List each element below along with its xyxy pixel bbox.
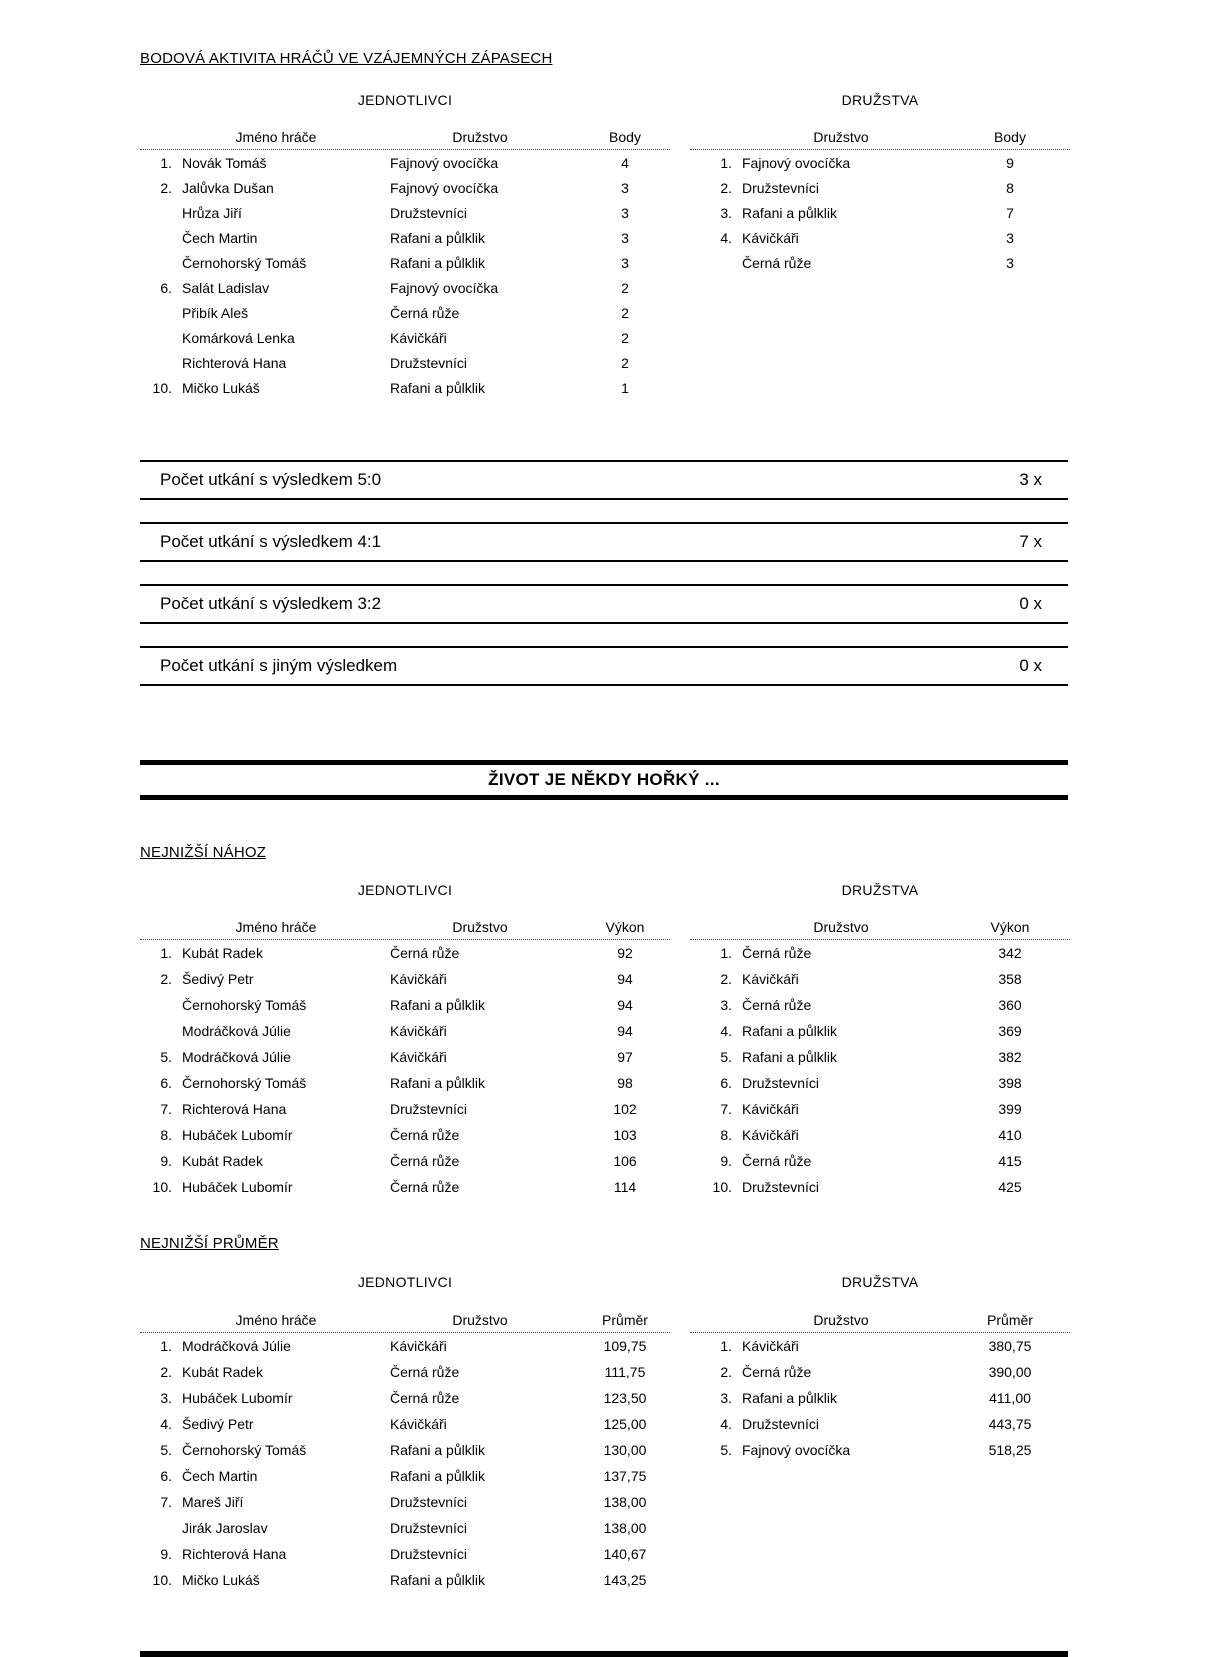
team-cell: Kávičkáři xyxy=(390,329,447,346)
team-cell: Fajnový ovocíčka xyxy=(390,279,499,296)
column-header-player: Jméno hráče xyxy=(235,919,317,935)
match-count-label: Počet utkání s jiným výsledkem xyxy=(160,656,398,675)
value-cell: 125,00 xyxy=(603,1416,647,1432)
value-cell: 2 xyxy=(621,354,629,371)
bottom-divider xyxy=(140,1651,1068,1657)
table-row xyxy=(140,1359,670,1385)
table-row xyxy=(140,200,670,225)
rank-cell: 6. xyxy=(160,1075,172,1091)
match-count-value: 3 x xyxy=(1019,470,1042,489)
table-header xyxy=(140,1308,670,1333)
table-body xyxy=(690,940,1070,1200)
player-cell: Čech Martin xyxy=(182,1468,258,1484)
table-body xyxy=(140,1333,670,1593)
column-header-team: Družstvo xyxy=(452,129,508,145)
banner-text: ŽIVOT JE NĚKDY HOŘKÝ ... xyxy=(488,770,720,789)
team-cell: Kávičkáři xyxy=(390,1338,447,1354)
table-row xyxy=(690,1411,1070,1437)
table-row xyxy=(140,940,670,966)
team-cell: Černá růže xyxy=(390,1153,460,1169)
average-teams-table xyxy=(690,1308,1070,1463)
rank-cell: 3. xyxy=(720,997,732,1013)
team-cell: Černá růže xyxy=(390,945,460,961)
column-header-value: Body xyxy=(609,129,641,145)
table-body xyxy=(140,150,670,400)
rank-cell: 4. xyxy=(720,1023,732,1039)
player-cell: Hubáček Lubomír xyxy=(182,1127,293,1143)
player-cell: Hrůza Jiří xyxy=(182,204,242,221)
rank-cell: 7. xyxy=(160,1494,172,1510)
rank-cell: 3. xyxy=(720,204,732,221)
team-cell: Černá růže xyxy=(390,1390,460,1406)
rank-cell: 5. xyxy=(160,1049,172,1065)
player-cell: Salát Ladislav xyxy=(182,279,270,296)
table-header xyxy=(140,915,670,940)
table-row xyxy=(140,350,670,375)
value-cell: 415 xyxy=(998,1153,1022,1169)
value-cell: 109,75 xyxy=(603,1338,647,1354)
table-row xyxy=(690,1174,1070,1200)
table-body xyxy=(690,150,1070,275)
team-cell: Rafani a půlklik xyxy=(390,1075,485,1091)
player-cell: Modráčková Júlie xyxy=(182,1338,291,1354)
value-cell: 9 xyxy=(1006,154,1014,171)
match-count-label: Počet utkání s výsledkem 3:2 xyxy=(160,594,382,613)
value-cell: 3 xyxy=(621,179,629,196)
match-count-value: 0 x xyxy=(1019,594,1042,613)
player-cell: Mičko Lukáš xyxy=(182,379,260,396)
value-cell: 3 xyxy=(621,254,629,271)
teams-label-throw: DRUŽSTVA xyxy=(841,882,919,898)
team-cell: Družstevníci xyxy=(742,1179,820,1195)
table-row xyxy=(690,1359,1070,1385)
player-cell: Kubát Radek xyxy=(182,945,263,961)
value-cell: 2 xyxy=(621,304,629,321)
player-cell: Černohorský Tomáš xyxy=(182,1442,307,1458)
value-cell: 369 xyxy=(998,1023,1022,1039)
match-count-row xyxy=(140,522,1068,562)
table-row xyxy=(140,1018,670,1044)
rank-cell: 5. xyxy=(720,1049,732,1065)
rank-cell: 10. xyxy=(152,1572,172,1588)
team-cell: Kávičkáři xyxy=(742,1127,799,1143)
player-cell: Modráčková Júlie xyxy=(182,1023,291,1039)
column-header-value: Body xyxy=(994,129,1026,145)
table-row xyxy=(140,1148,670,1174)
value-cell: 360 xyxy=(998,997,1022,1013)
value-cell: 2 xyxy=(621,329,629,346)
section-heading-lowest-throw: NEJNIŽŠÍ NÁHOZ xyxy=(140,844,267,861)
team-cell: Černá růže xyxy=(742,945,812,961)
team-cell: Kávičkáři xyxy=(390,971,447,987)
table-row xyxy=(140,1044,670,1070)
table-header xyxy=(140,125,670,150)
player-cell: Kubát Radek xyxy=(182,1364,263,1380)
column-header-team: Družstvo xyxy=(813,129,869,145)
player-cell: Kubát Radek xyxy=(182,1153,263,1169)
value-cell: 94 xyxy=(617,997,633,1013)
table-row xyxy=(690,1044,1070,1070)
table-row xyxy=(140,1437,670,1463)
table-row xyxy=(140,1567,670,1593)
rank-cell: 10. xyxy=(152,379,172,396)
team-cell: Rafani a půlklik xyxy=(742,1390,837,1406)
player-cell: Richterová Hana xyxy=(182,1101,287,1117)
value-cell: 2 xyxy=(621,279,629,296)
rank-cell: 1. xyxy=(160,945,172,961)
rank-cell: 4. xyxy=(720,229,732,246)
value-cell: 103 xyxy=(613,1127,637,1143)
column-header-value: Průměr xyxy=(987,1312,1033,1328)
table-row xyxy=(140,325,670,350)
value-cell: 390,00 xyxy=(988,1364,1032,1380)
value-cell: 123,50 xyxy=(603,1390,647,1406)
team-cell: Fajnový ovocíčka xyxy=(742,1442,851,1458)
team-cell: Rafani a půlklik xyxy=(390,997,485,1013)
team-cell: Kávičkáři xyxy=(390,1049,447,1065)
value-cell: 7 xyxy=(1006,204,1014,221)
table-row xyxy=(690,1096,1070,1122)
team-cell: Družstevníci xyxy=(742,179,820,196)
value-cell: 130,00 xyxy=(603,1442,647,1458)
match-count-list xyxy=(140,460,1068,708)
table-row xyxy=(690,1385,1070,1411)
player-cell: Šedivý Petr xyxy=(182,1416,254,1432)
points-teams-table xyxy=(690,125,1070,275)
team-cell: Fajnový ovocíčka xyxy=(742,154,851,171)
value-cell: 98 xyxy=(617,1075,633,1091)
value-cell: 97 xyxy=(617,1049,633,1065)
team-cell: Družstevníci xyxy=(390,1520,468,1536)
table-header xyxy=(690,1308,1070,1333)
team-cell: Družstevníci xyxy=(390,204,468,221)
player-cell: Komárková Lenka xyxy=(182,329,295,346)
value-cell: 140,67 xyxy=(603,1546,647,1562)
table-row xyxy=(140,275,670,300)
value-cell: 94 xyxy=(617,971,633,987)
value-cell: 398 xyxy=(998,1075,1022,1091)
table-row xyxy=(690,150,1070,175)
value-cell: 114 xyxy=(613,1179,637,1195)
value-cell: 4 xyxy=(621,154,629,171)
match-count-label: Počet utkání s výsledkem 5:0 xyxy=(160,470,382,489)
player-cell: Novák Tomáš xyxy=(182,154,267,171)
match-count-row xyxy=(140,584,1068,624)
team-cell: Černá růže xyxy=(390,1364,460,1380)
value-cell: 411,00 xyxy=(989,1390,1031,1406)
player-cell: Hubáček Lubomír xyxy=(182,1179,293,1195)
value-cell: 111,75 xyxy=(604,1364,646,1380)
team-cell: Rafani a půlklik xyxy=(742,204,837,221)
rank-cell: 9. xyxy=(720,1153,732,1169)
table-row xyxy=(140,992,670,1018)
value-cell: 8 xyxy=(1006,179,1014,196)
value-cell: 443,75 xyxy=(988,1416,1032,1432)
team-cell: Černá růže xyxy=(742,997,812,1013)
team-cell: Družstevníci xyxy=(390,1101,468,1117)
player-cell: Hubáček Lubomír xyxy=(182,1390,293,1406)
throw-individuals-table xyxy=(140,915,670,1200)
player-cell: Přibík Aleš xyxy=(182,304,249,321)
table-row xyxy=(140,1515,670,1541)
table-row xyxy=(140,1174,670,1200)
table-header xyxy=(690,915,1070,940)
team-cell: Rafani a půlklik xyxy=(742,1049,837,1065)
rank-cell: 3. xyxy=(720,1390,732,1406)
table-row xyxy=(140,250,670,275)
team-cell: Kávičkáři xyxy=(390,1023,447,1039)
player-cell: Modráčková Júlie xyxy=(182,1049,291,1065)
value-cell: 138,00 xyxy=(603,1520,647,1536)
value-cell: 3 xyxy=(621,229,629,246)
rank-cell: 6. xyxy=(160,279,172,296)
column-header-team: Družstvo xyxy=(813,919,869,935)
value-cell: 425 xyxy=(998,1179,1022,1195)
table-row xyxy=(140,225,670,250)
table-row xyxy=(690,1333,1070,1359)
table-row xyxy=(690,940,1070,966)
table-row xyxy=(140,1122,670,1148)
player-cell: Richterová Hana xyxy=(182,354,287,371)
player-cell: Čech Martin xyxy=(182,229,258,246)
value-cell: 138,00 xyxy=(603,1494,647,1510)
table-row xyxy=(140,300,670,325)
column-header-value: Průměr xyxy=(602,1312,648,1328)
column-header-team: Družstvo xyxy=(452,919,508,935)
column-header-player: Jméno hráče xyxy=(235,129,317,145)
rank-cell: 2. xyxy=(160,179,172,196)
team-cell: Kávičkáři xyxy=(742,1338,799,1354)
rank-cell: 2. xyxy=(720,1364,732,1380)
rank-cell: 7. xyxy=(720,1101,732,1117)
points-individuals-table xyxy=(140,125,670,400)
team-cell: Družstevníci xyxy=(390,354,468,371)
rank-cell: 1. xyxy=(160,1338,172,1354)
team-cell: Rafani a půlklik xyxy=(390,379,485,396)
team-cell: Kávičkáři xyxy=(742,229,799,246)
column-header-value: Výkon xyxy=(605,919,645,935)
teams-label-points: DRUŽSTVA xyxy=(841,92,919,108)
match-count-value: 0 x xyxy=(1019,656,1042,675)
table-row xyxy=(690,1122,1070,1148)
player-cell: Jalůvka Dušan xyxy=(182,179,274,196)
player-cell: Mareš Jiří xyxy=(182,1494,244,1510)
rank-cell: 5. xyxy=(720,1442,732,1458)
table-row xyxy=(690,225,1070,250)
table-row xyxy=(690,966,1070,992)
rank-cell: 3. xyxy=(160,1390,172,1406)
value-cell: 3 xyxy=(1006,229,1014,246)
player-cell: Richterová Hana xyxy=(182,1546,287,1562)
team-cell: Černá růže xyxy=(742,1153,812,1169)
team-cell: Kávičkáři xyxy=(390,1416,447,1432)
team-cell: Černá růže xyxy=(390,1127,460,1143)
value-cell: 137,75 xyxy=(603,1468,647,1484)
table-row xyxy=(690,1018,1070,1044)
rank-cell: 9. xyxy=(160,1546,172,1562)
table-row xyxy=(690,1148,1070,1174)
team-cell: Kávičkáři xyxy=(742,971,799,987)
value-cell: 342 xyxy=(998,945,1022,961)
banner xyxy=(140,760,1068,800)
value-cell: 3 xyxy=(621,204,629,221)
team-cell: Rafani a půlklik xyxy=(390,254,485,271)
value-cell: 358 xyxy=(998,971,1022,987)
value-cell: 94 xyxy=(617,1023,633,1039)
table-row xyxy=(140,1385,670,1411)
rank-cell: 4. xyxy=(160,1416,172,1432)
team-cell: Družstevníci xyxy=(742,1416,820,1432)
column-header-team: Družstvo xyxy=(452,1312,508,1328)
table-row xyxy=(690,992,1070,1018)
table-row xyxy=(140,175,670,200)
table-row xyxy=(140,1070,670,1096)
team-cell: Družstevníci xyxy=(390,1546,468,1562)
column-header-value: Výkon xyxy=(990,919,1030,935)
table-row xyxy=(690,1070,1070,1096)
individuals-label-throw: JEDNOTLIVCI xyxy=(357,882,453,898)
team-cell: Černá růže xyxy=(390,1179,460,1195)
rank-cell: 8. xyxy=(720,1127,732,1143)
table-row xyxy=(140,1489,670,1515)
value-cell: 380,75 xyxy=(988,1338,1032,1354)
rank-cell: 1. xyxy=(160,154,172,171)
team-cell: Družstevníci xyxy=(742,1075,820,1091)
team-cell: Rafani a půlklik xyxy=(742,1023,837,1039)
player-cell: Šedivý Petr xyxy=(182,971,254,987)
team-cell: Černá růže xyxy=(742,1364,812,1380)
value-cell: 102 xyxy=(613,1101,637,1117)
table-row xyxy=(690,200,1070,225)
value-cell: 143,25 xyxy=(603,1572,647,1588)
rank-cell: 1. xyxy=(720,1338,732,1354)
rank-cell: 2. xyxy=(160,1364,172,1380)
player-cell: Mičko Lukáš xyxy=(182,1572,260,1588)
player-cell: Černohorský Tomáš xyxy=(182,254,307,271)
rank-cell: 2. xyxy=(720,179,732,196)
table-row xyxy=(140,1463,670,1489)
team-cell: Kávičkáři xyxy=(742,1101,799,1117)
match-count-row xyxy=(140,646,1068,686)
rank-cell: 1. xyxy=(720,154,732,171)
table-body xyxy=(140,940,670,1200)
value-cell: 410 xyxy=(998,1127,1022,1143)
team-cell: Černá růže xyxy=(742,254,812,271)
match-count-label: Počet utkání s výsledkem 4:1 xyxy=(160,532,382,551)
value-cell: 518,25 xyxy=(988,1442,1032,1458)
value-cell: 92 xyxy=(617,945,633,961)
team-cell: Družstevníci xyxy=(390,1494,468,1510)
table-row xyxy=(140,1333,670,1359)
table-row xyxy=(690,175,1070,200)
average-individuals-table xyxy=(140,1308,670,1593)
table-row xyxy=(690,250,1070,275)
rank-cell: 7. xyxy=(160,1101,172,1117)
team-cell: Fajnový ovocíčka xyxy=(390,154,499,171)
team-cell: Rafani a půlklik xyxy=(390,1442,485,1458)
table-row xyxy=(690,1437,1070,1463)
value-cell: 106 xyxy=(613,1153,637,1169)
rank-cell: 10. xyxy=(152,1179,172,1195)
rank-cell: 8. xyxy=(160,1127,172,1143)
value-cell: 382 xyxy=(998,1049,1022,1065)
rank-cell: 6. xyxy=(160,1468,172,1484)
table-body xyxy=(690,1333,1070,1463)
table-row xyxy=(140,1541,670,1567)
rank-cell: 4. xyxy=(720,1416,732,1432)
match-count-row xyxy=(140,460,1068,500)
throw-teams-table xyxy=(690,915,1070,1200)
value-cell: 399 xyxy=(998,1101,1022,1117)
table-row xyxy=(140,150,670,175)
page-title: BODOVÁ AKTIVITA HRÁČŮ VE VZÁJEMNÝCH ZÁPASECH xyxy=(140,50,553,67)
section-heading-lowest-average: NEJNIŽŠÍ PRŮMĚR xyxy=(140,1235,279,1252)
team-cell: Rafani a půlklik xyxy=(390,1468,485,1484)
column-header-team: Družstvo xyxy=(813,1312,869,1328)
team-cell: Černá růže xyxy=(390,304,460,321)
column-header-player: Jméno hráče xyxy=(235,1312,317,1328)
match-count-value: 7 x xyxy=(1019,532,1042,551)
rank-cell: 2. xyxy=(720,971,732,987)
rank-cell: 6. xyxy=(720,1075,732,1091)
rank-cell: 10. xyxy=(712,1179,732,1195)
rank-cell: 9. xyxy=(160,1153,172,1169)
individuals-label-average: JEDNOTLIVCI xyxy=(357,1274,453,1290)
table-header xyxy=(690,125,1070,150)
rank-cell: 2. xyxy=(160,971,172,987)
value-cell: 3 xyxy=(1006,254,1014,271)
individuals-label-points: JEDNOTLIVCI xyxy=(357,92,453,108)
table-row xyxy=(140,375,670,400)
table-row xyxy=(140,966,670,992)
team-cell: Rafani a půlklik xyxy=(390,1572,485,1588)
rank-cell: 1. xyxy=(720,945,732,961)
team-cell: Rafani a půlklik xyxy=(390,229,485,246)
player-cell: Černohorský Tomáš xyxy=(182,997,307,1013)
teams-label-average: DRUŽSTVA xyxy=(841,1274,919,1290)
value-cell: 1 xyxy=(621,379,629,396)
team-cell: Fajnový ovocíčka xyxy=(390,179,499,196)
player-cell: Jirák Jaroslav xyxy=(182,1520,268,1536)
rank-cell: 5. xyxy=(160,1442,172,1458)
table-row xyxy=(140,1411,670,1437)
table-row xyxy=(140,1096,670,1122)
player-cell: Černohorský Tomáš xyxy=(182,1075,307,1091)
